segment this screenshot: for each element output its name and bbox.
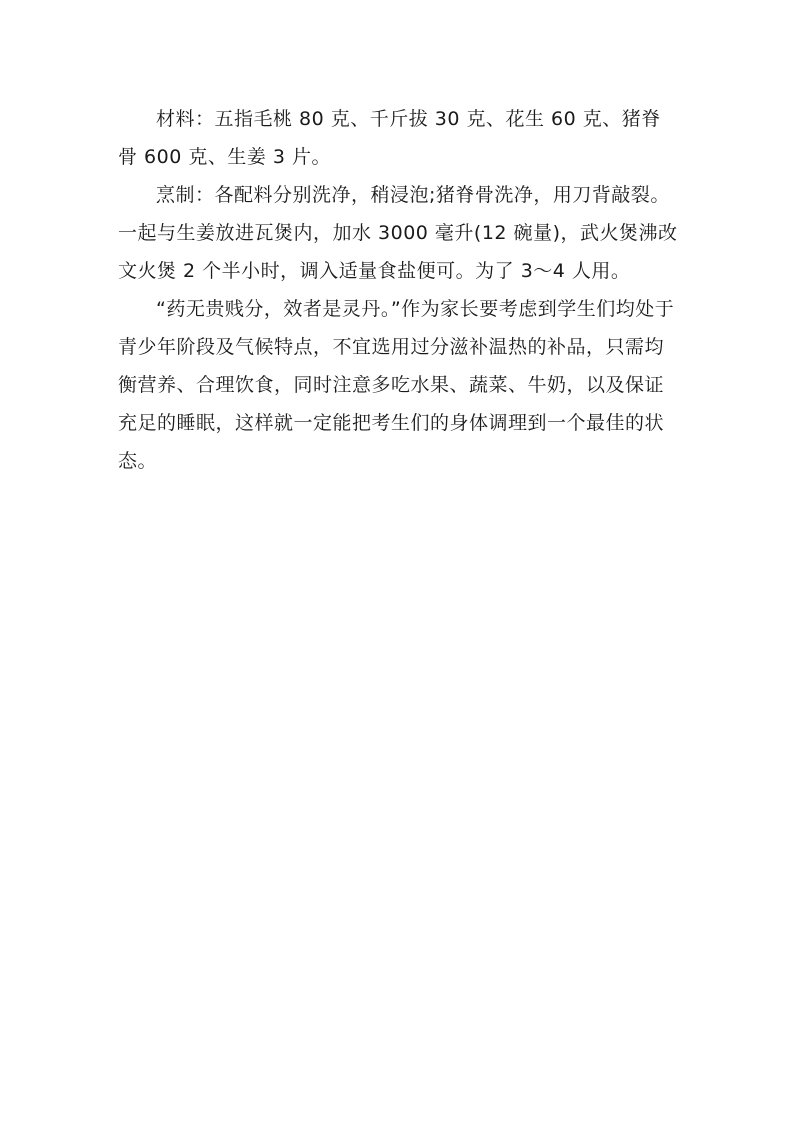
paragraph-cooking: 烹制：各配料分别洗净，稍浸泡;猪脊骨洗净，用刀背敲裂。一起与生姜放进瓦煲内，加水 3000 毫升(12 碗量)，武火煲沸改文火煲 2 个半小时，调入适量食盐便可。为了 3～4 人用。 [118,184,678,282]
paragraph-advice: “药无贵贱分，效者是灵丹。”作为家长要考虑到学生们均处于青少年阶段及气候特点，不宜选用过分滋补温热的补品，只需均衡营养、合理饮食，同时注意多吃水果、蔬菜、牛奶，以及保证充足的睡眠，这样就一定能把考生们的身体调理到一个最佳的状态。 [118,298,675,472]
document-body [118,100,678,480]
paragraph-ingredients: 材料：五指毛桃 80 克、千斤拔 30 克、花生 60 克、猪脊骨 600 克、生姜 3 片。 [118,108,661,168]
